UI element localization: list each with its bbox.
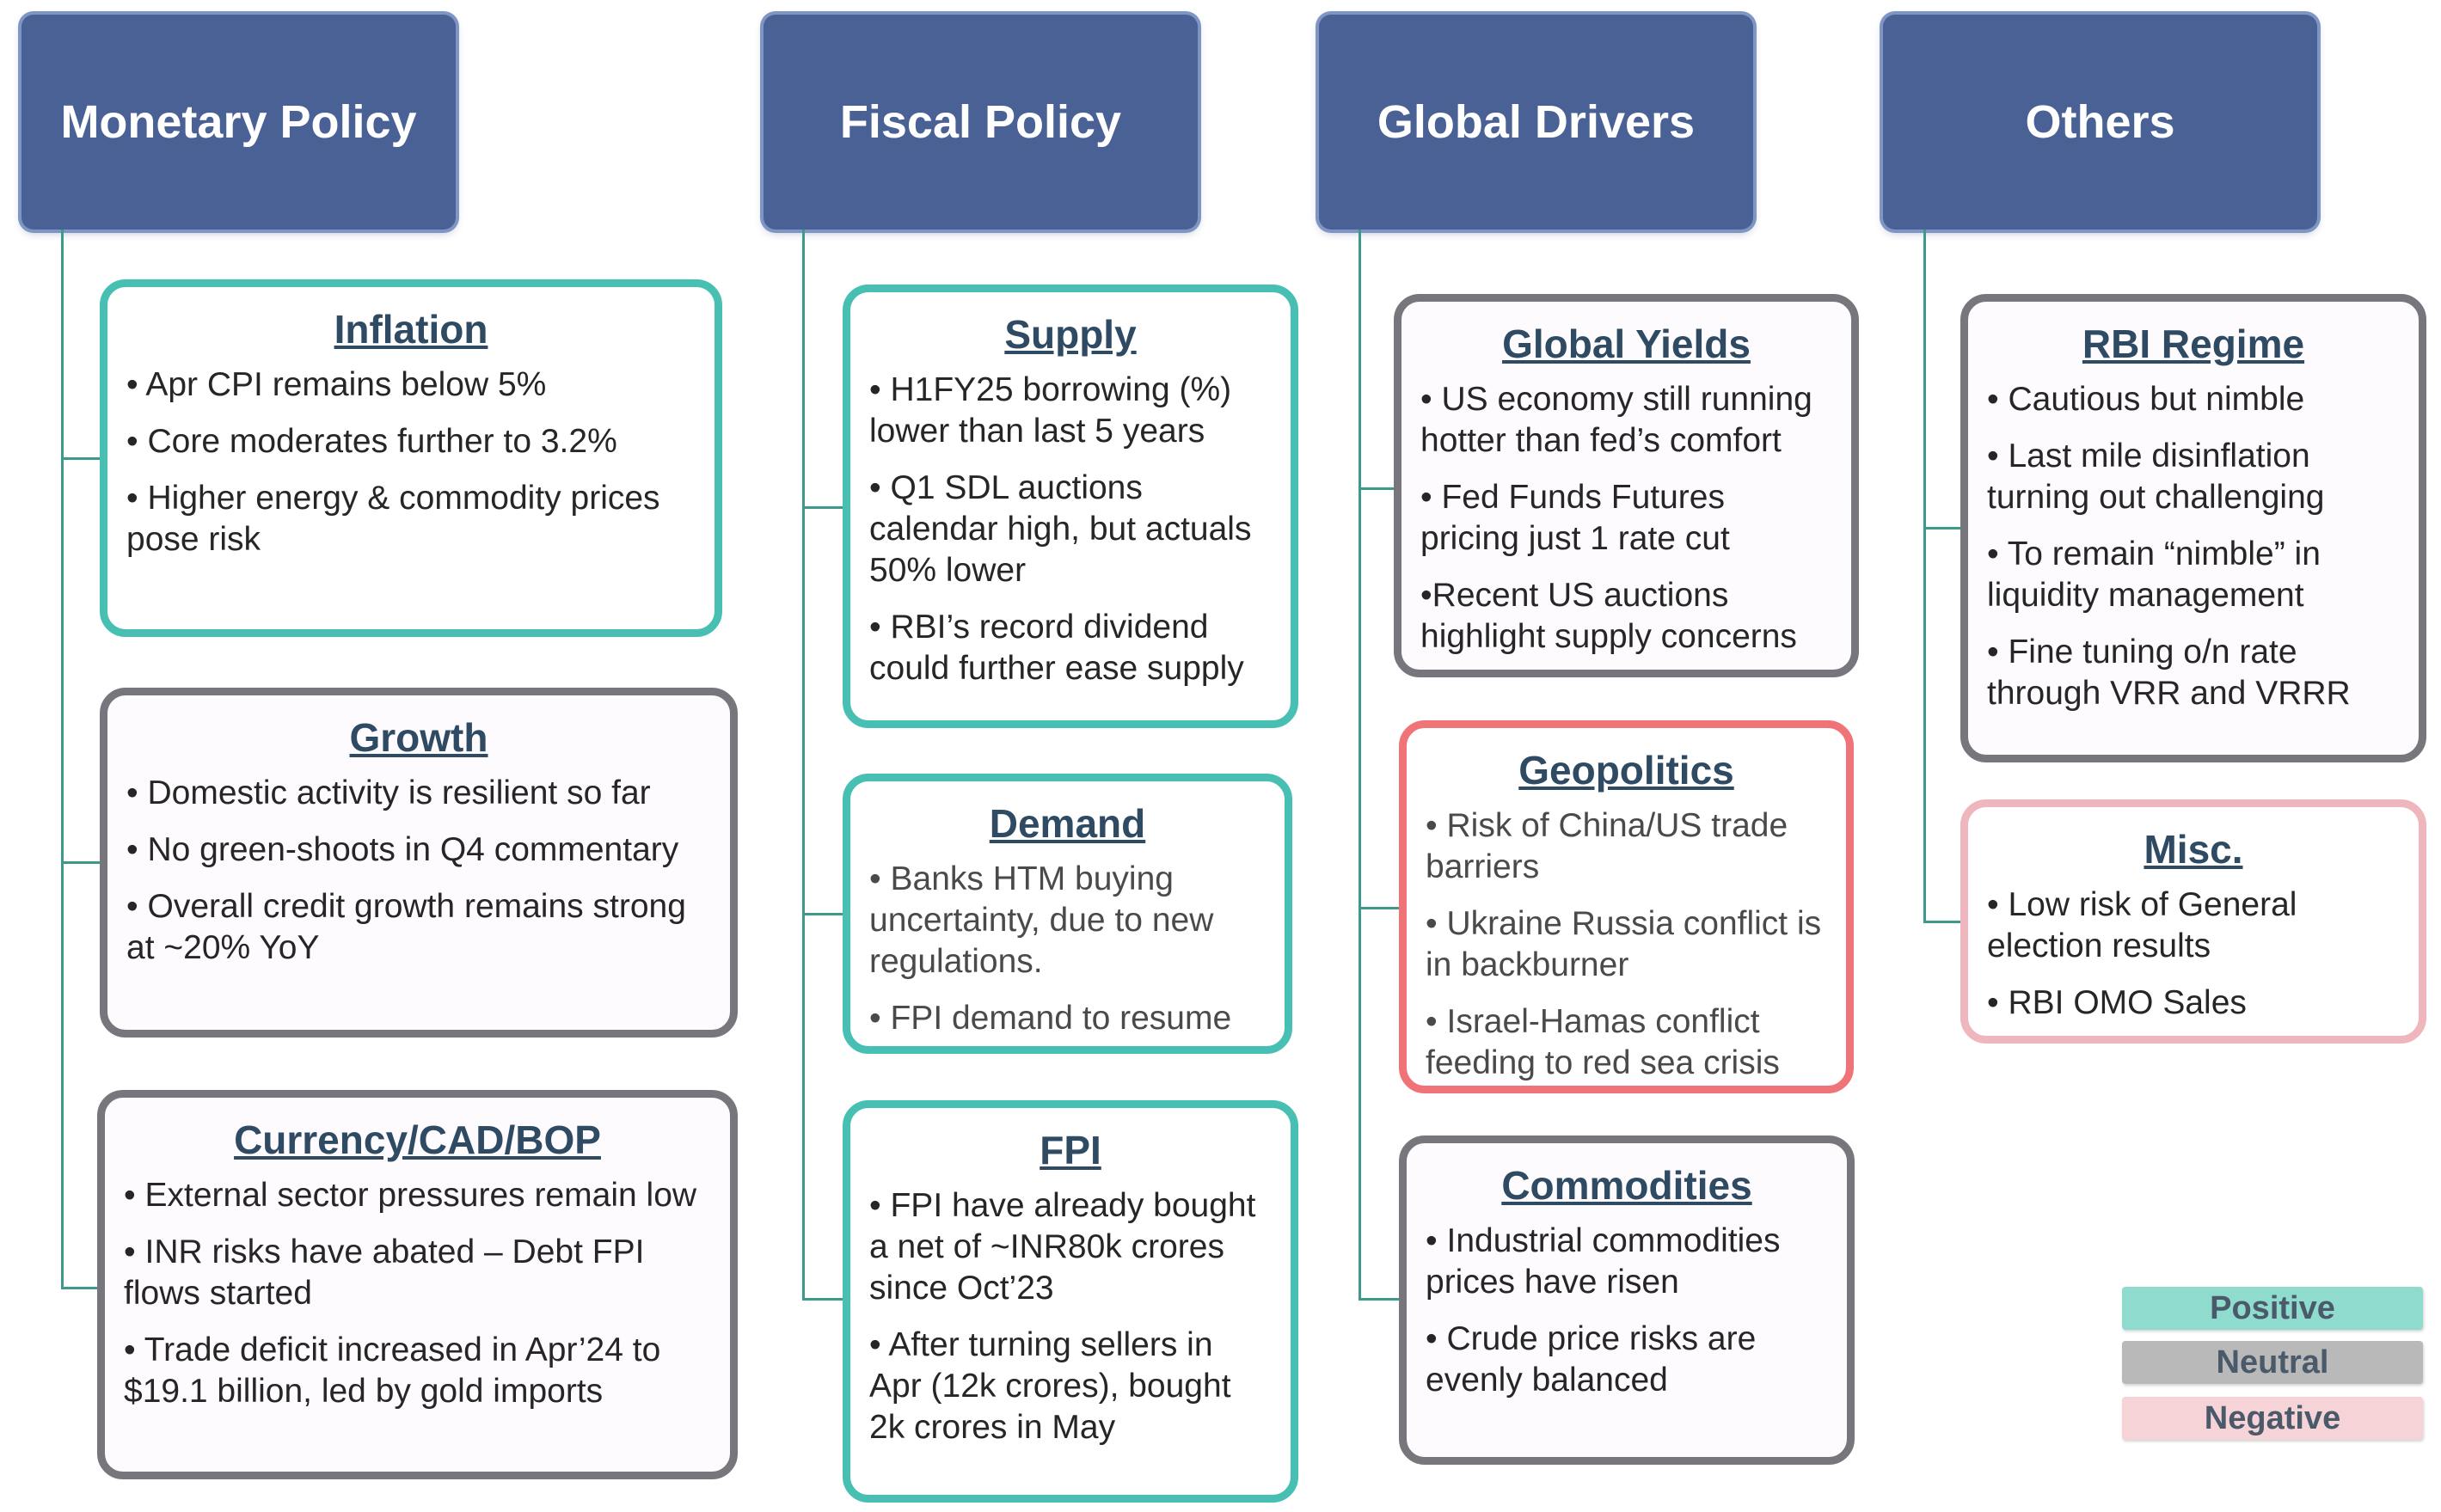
card-currency-bullet: • INR risks have abated – Debt FPI flows started [124,1233,645,1312]
card-currency-bullet: • External sector pressures remain low [124,1177,697,1214]
card-growth-title: Growth [349,715,488,760]
card-rbi-regime-bullet: • Fine tuning o/n rate through VRR and VRRR [1987,634,2351,712]
legend-neutral-label: Neutral [2216,1344,2329,1380]
card-growth-bullet: • Overall credit growth remains strong at ~20% YoY [126,888,686,966]
connector-supply [802,506,845,509]
header-global-drivers-label: Global Drivers [1377,96,1696,148]
legend-negative [2122,1397,2423,1440]
connector-growth [61,861,104,864]
card-demand-bullet: • FPI demand to resume [869,1000,1232,1037]
connector-fiscal-trunk [802,230,805,1300]
card-rbi-regime-bullet: • Last mile disinflation turning out challenging [1987,438,2325,516]
card-currency-title: Currency/CAD/BOP [234,1117,601,1162]
card-fpi [843,1100,1298,1503]
card-misc [1960,799,2426,1044]
header-monetary-policy [21,15,456,230]
legend-negative-label: Negative [2204,1399,2341,1436]
card-inflation-bullet: • Higher energy & commodity prices pose risk [126,480,660,558]
card-rbi-regime-bullet: • To remain “nimble” in liquidity management [1987,536,2321,614]
card-currency [97,1090,738,1479]
card-fpi-bullet: • After turning sellers in Apr (12k crores), bought 2k crores in May [869,1326,1231,1446]
card-geopolitics [1399,720,1854,1093]
legend-neutral [2122,1341,2423,1384]
header-global-drivers [1319,15,1753,230]
card-global-yields [1394,294,1859,677]
connector-fpi [802,1298,845,1301]
connector-rbi-regime [1923,527,1965,530]
card-misc-bullet: • Low risk of General election results [1987,886,2297,964]
card-commodities-title: Commodities [1501,1163,1752,1208]
card-global-yields-title: Global Yields [1502,321,1751,366]
card-rbi-regime-title: RBI Regime [2082,321,2305,366]
card-growth-bullet: • No green-shoots in Q4 commentary [126,831,679,868]
header-fiscal-policy [764,15,1198,230]
card-misc-title: Misc. [2144,827,2243,872]
header-monetary-policy-label: Monetary Policy [60,96,417,148]
card-fpi-title: FPI [1040,1128,1101,1172]
connector-geopolitics [1358,907,1403,909]
card-demand [843,774,1292,1054]
card-demand-title: Demand [989,801,1146,846]
card-supply-bullet: • Q1 SDL auctions calendar high, but actuals 50% lower [869,469,1252,589]
card-commodities [1399,1136,1855,1465]
card-supply-bullet: • H1FY25 borrowing (%) lower than last 5 years [869,371,1232,450]
card-global-yields-bullet: •Recent US auctions highlight supply concerns [1420,577,1797,655]
card-fpi-bullet: • FPI have already bought a net of ~INR80k crores since Oct’23 [869,1187,1256,1307]
card-supply-bullet: • RBI’s record dividend could further ease supply [869,609,1244,687]
card-misc-bullet: • RBI OMO Sales [1987,984,2247,1021]
card-geopolitics-bullet: • Israel-Hamas conflict feeding to red sea crisis [1426,1003,1780,1081]
card-supply-title: Supply [1004,312,1137,357]
connector-others-trunk [1923,230,1926,922]
legend-positive [2122,1287,2423,1330]
card-rbi-regime-bullet: • Cautious but nimble [1987,381,2305,418]
card-currency-bullet: • Trade deficit increased in Apr’24 to $19.1 billion, led by gold imports [124,1331,661,1410]
connector-monetary-trunk [61,230,64,1289]
connector-inflation [61,457,104,460]
card-inflation [100,279,722,637]
card-rbi-regime [1960,294,2426,762]
card-geopolitics-title: Geopolitics [1518,748,1734,793]
connector-global-yields [1358,487,1398,490]
card-commodities-bullet: • Crude price risks are evenly balanced [1426,1320,1757,1399]
card-geopolitics-bullet: • Ukraine Russia conflict is in backburner [1426,905,1822,983]
header-fiscal-policy-label: Fiscal Policy [839,96,1122,148]
card-inflation-title: Inflation [334,307,488,352]
card-commodities-bullet: • Industrial commodities prices have risen [1426,1222,1781,1301]
legend-positive-label: Positive [2210,1289,2335,1326]
card-supply [843,285,1298,728]
card-demand-bullet: • Banks HTM buying uncertainty, due to new regulations. [869,860,1214,980]
card-global-yields-bullet: • US economy still running hotter than fed’s comfort [1420,381,1812,459]
card-geopolitics-bullet: • Risk of China/US trade barriers [1426,807,1788,885]
connector-global-trunk [1358,230,1361,1300]
header-others-label: Others [2025,96,2175,148]
card-growth [100,688,738,1038]
card-inflation-bullet: • Apr CPI remains below 5% [126,366,547,403]
card-growth-bullet: • Domestic activity is resilient so far [126,774,651,811]
connector-commodities [1358,1298,1403,1301]
card-global-yields-bullet: • Fed Funds Futures pricing just 1 rate cut [1420,479,1730,557]
card-inflation-bullet: • Core moderates further to 3.2% [126,423,617,460]
connector-misc [1923,921,1965,923]
header-others [1883,15,2317,230]
connector-demand [802,913,845,915]
